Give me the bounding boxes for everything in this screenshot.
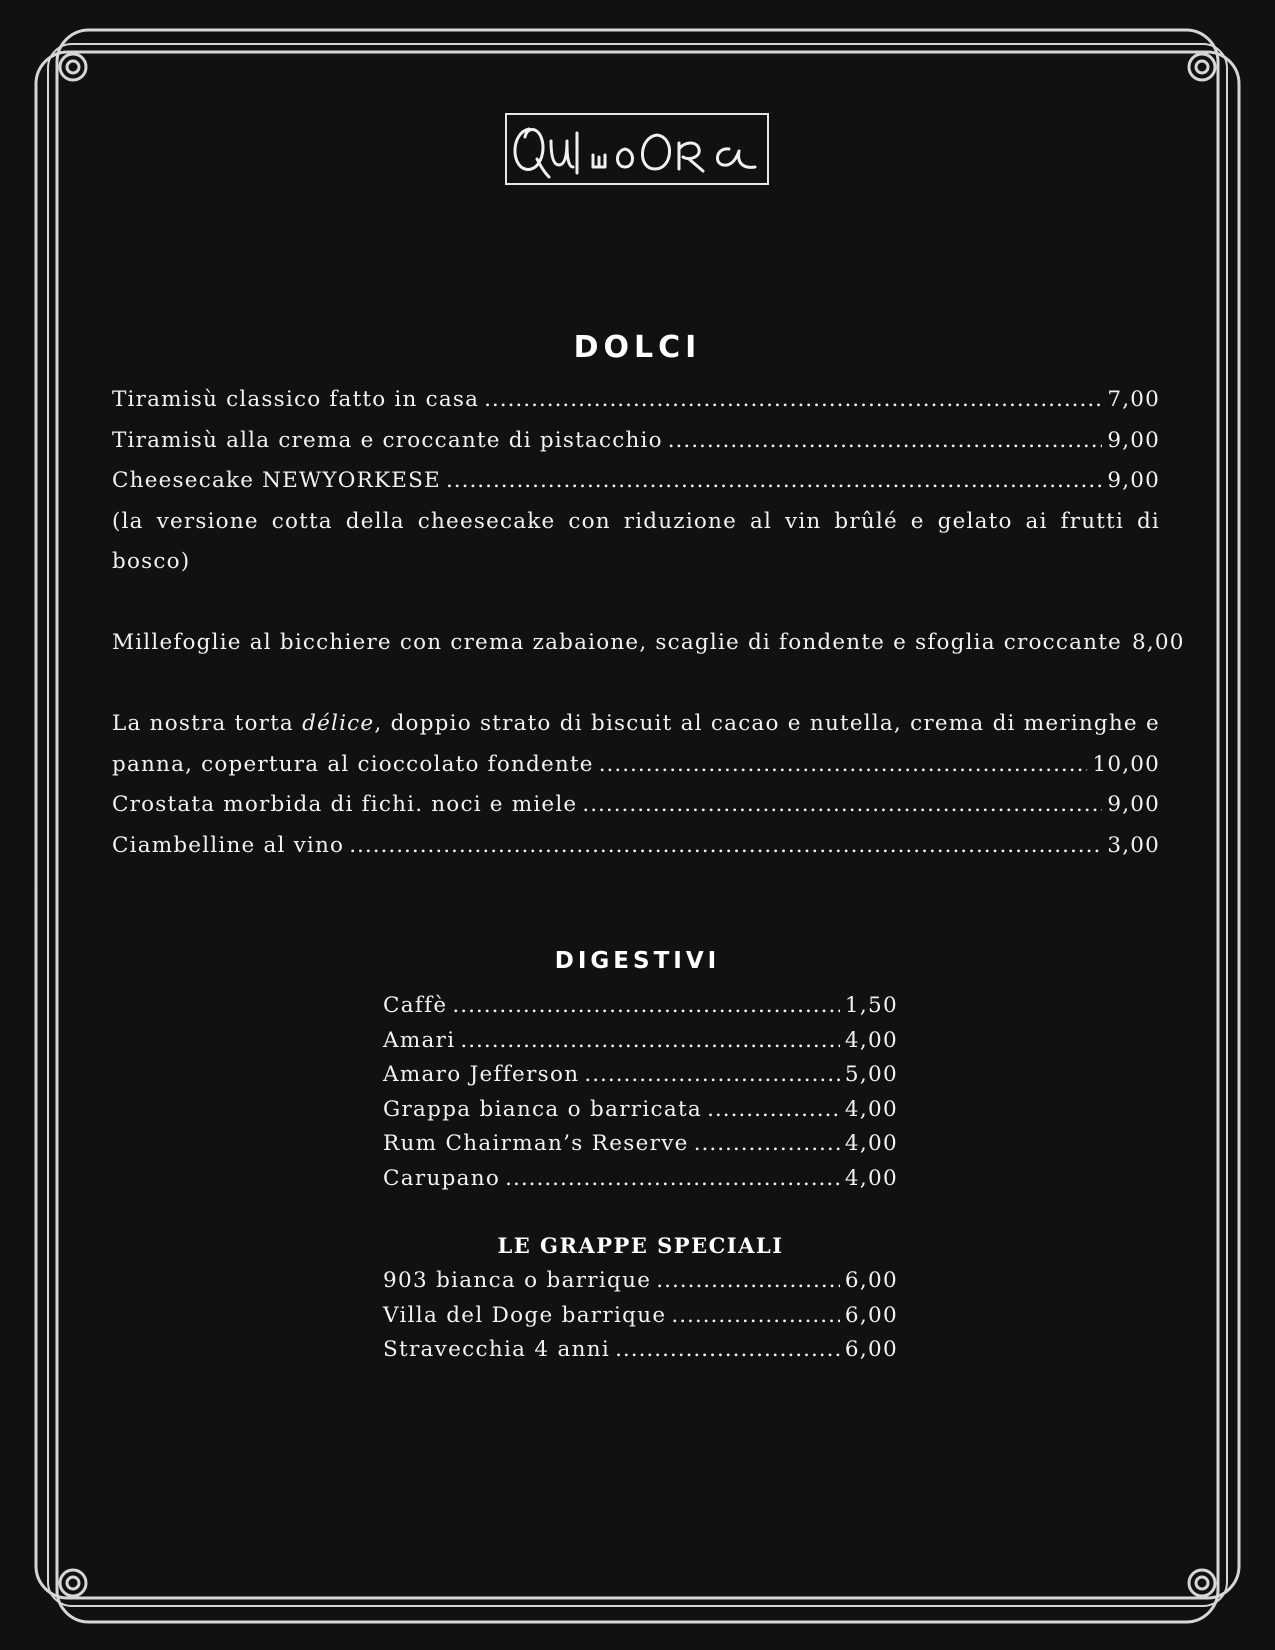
list-item (112, 421, 1160, 462)
item-price: 6,00 (844, 1268, 898, 1293)
item-price: 6,00 (844, 1302, 898, 1328)
digestivi-list (383, 989, 898, 1196)
dot-leader (349, 826, 1102, 867)
dot-leader (452, 989, 840, 1024)
item-name: Crostata morbida di fichi. noci e miele (112, 792, 578, 817)
item-price: 9,00 (1107, 468, 1160, 493)
list-item (383, 1299, 898, 1334)
dot-leader (446, 461, 1102, 502)
dot-leader (484, 380, 1102, 421)
dolci-heading: DOLCI (573, 330, 702, 365)
item-name: Amari (383, 1027, 456, 1053)
restaurant-logo (505, 113, 769, 185)
item-name: Amaro Jefferson (383, 1062, 580, 1087)
item-name: Tiramisù classico fatto in casa (112, 387, 480, 412)
torta-italic-word: délice (302, 711, 375, 736)
list-item (112, 623, 1185, 664)
item-price: 1,50 (844, 993, 898, 1018)
cheesecake-description: (la versione cotta della cheesecake con riduzione al vin brûlé e gelato ai frutti di bosco) (112, 508, 1160, 574)
item-name: Stravecchia 4 anni (383, 1337, 611, 1362)
list-item (112, 826, 1160, 867)
item-name: Villa del Doge barrique (383, 1302, 667, 1328)
item-price: 4,00 (844, 1131, 898, 1156)
item-price: 4,00 (844, 1096, 898, 1122)
list-item (383, 1093, 898, 1128)
item-price: 9,00 (1107, 792, 1160, 817)
item-name: Cheesecake NEWYORKESE (112, 468, 441, 493)
digestivi-heading: DIGESTIVI (554, 948, 721, 974)
list-item (383, 1162, 898, 1197)
item-price: 9,00 (1107, 427, 1160, 453)
item-name: Caffè (383, 993, 448, 1018)
list-item (112, 461, 1160, 502)
item-price: 4,00 (844, 1027, 898, 1053)
list-item (383, 1024, 898, 1059)
item-price: 3,00 (1107, 832, 1160, 858)
grappe-speciali-heading: LE GRAPPE SPECIALI (497, 1233, 784, 1258)
list-item (383, 1264, 898, 1299)
item-price: 4,00 (844, 1165, 898, 1191)
list-item (383, 1058, 898, 1093)
item-name: panna, copertura al cioccolato fondente (112, 751, 594, 777)
dot-leader (671, 1299, 840, 1334)
item-name: Rum Chairman’s Reserve (383, 1131, 689, 1156)
item-price: 7,00 (1107, 387, 1160, 412)
dot-leader (599, 745, 1088, 786)
dot-leader (460, 1024, 840, 1059)
item-name: Carupano (383, 1165, 501, 1191)
list-item (383, 989, 898, 1024)
item-name: Millefoglie al bicchiere con crema zabaione, scaglie di fondente e sfoglia croccante (112, 630, 1122, 655)
list-item (383, 1127, 898, 1162)
dot-leader (707, 1093, 840, 1128)
dot-leader (668, 421, 1103, 462)
item-name: Ciambelline al vino (112, 832, 345, 858)
item-price: 6,00 (844, 1337, 898, 1362)
list-item (112, 380, 1160, 421)
torta-suffix: , doppio strato di biscuit al cacao e nutella, crema di meringhe e (374, 711, 1160, 736)
grappe-speciali-list (383, 1264, 898, 1368)
logo-lettering (507, 115, 767, 183)
item-name: Grappa bianca o barricata (383, 1096, 703, 1122)
list-item (112, 745, 1160, 786)
item-price: 5,00 (844, 1062, 898, 1087)
list-item (383, 1333, 898, 1368)
dolci-list (112, 380, 1185, 866)
list-item (112, 785, 1160, 826)
dot-leader (694, 1127, 840, 1162)
item-name: 903 bianca o barrique (383, 1268, 652, 1293)
dot-leader (582, 785, 1102, 826)
item-price: 8,00 (1131, 630, 1185, 655)
dot-leader (505, 1162, 840, 1197)
item-price: 10,00 (1092, 751, 1160, 777)
dot-leader (656, 1264, 840, 1299)
torta-prefix: La nostra torta (112, 711, 294, 736)
dot-leader (584, 1058, 840, 1093)
dot-leader (615, 1333, 840, 1368)
torta-description (112, 704, 1160, 745)
item-name: Tiramisù alla crema e croccante di pistacchio (112, 427, 663, 453)
